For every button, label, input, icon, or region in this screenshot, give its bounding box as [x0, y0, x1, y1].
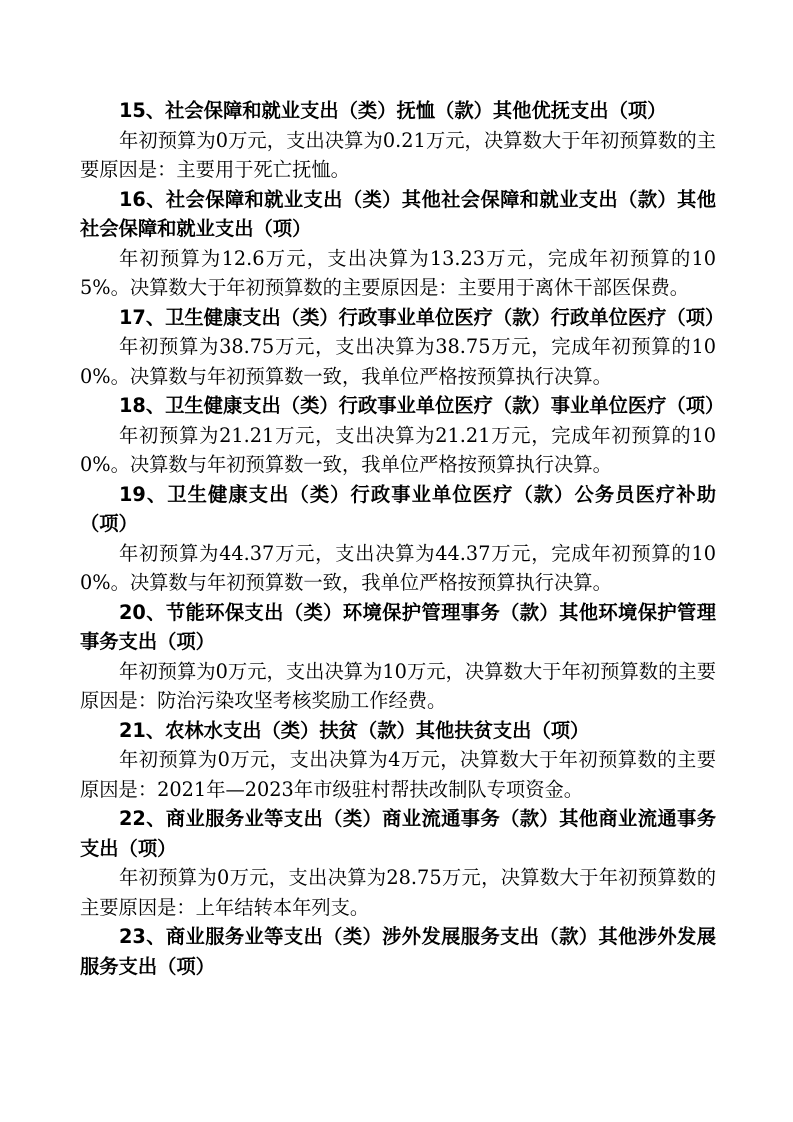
section-18 — [80, 391, 725, 480]
section-paragraph: 年初预算为21.21万元，支出决算为21.21万元，完成年初预算的100%。决算数与年初预算数一致，我单位严格按预算执行决算。 — [80, 423, 716, 476]
section-16 — [80, 185, 716, 303]
section-heading: 20、节能环保支出（类）环境保护管理事务（款）其他环境保护管理事务支出（项） — [80, 600, 716, 653]
section-17 — [80, 303, 725, 392]
section-heading: 17、卫生健康支出（类）行政事业单位医疗（款）行政单位医疗（项） — [119, 305, 725, 329]
section-heading: 19、卫生健康支出（类）行政事业单位医疗（款）公务员医疗补助（项） — [80, 482, 716, 535]
section-paragraph: 年初预算为12.6万元，支出决算为13.23万元，完成年初预算的105%。决算数大于年初预算数的主要原因是：主要用于离休干部医保费。 — [80, 246, 716, 299]
section-heading: 21、农林水支出（类）扶贫（款）其他扶贫支出（项） — [119, 718, 590, 742]
section-19 — [80, 480, 716, 598]
document-body — [80, 96, 725, 981]
section-heading: 23、商业服务业等支出（类）涉外发展服务支出（款）其他涉外发展服务支出（项） — [80, 925, 716, 978]
section-22 — [80, 804, 716, 922]
section-20 — [80, 598, 716, 716]
section-paragraph: 年初预算为0万元，支出决算为4万元，决算数大于年初预算数的主要原因是：2021年—2023年市级驻村帮扶改制队专项资金。 — [80, 748, 716, 801]
section-heading: 18、卫生健康支出（类）行政事业单位医疗（款）事业单位医疗（项） — [119, 394, 725, 417]
section-23 — [80, 922, 716, 981]
section-21 — [80, 716, 716, 805]
section-paragraph: 年初预算为0万元，支出决算为0.21万元，决算数大于年初预算数的主要原因是：主要用于死亡抚恤。 — [80, 128, 716, 181]
section-heading: 15、社会保障和就业支出（类）抚恤（款）其他优抚支出（项） — [119, 99, 667, 122]
section-15 — [80, 96, 716, 185]
section-paragraph: 年初预算为0万元，支出决算为10万元，决算数大于年初预算数的主要原因是：防治污染攻坚考核奖励工作经费。 — [80, 659, 716, 712]
section-paragraph: 年初预算为0万元，支出决算为28.75万元，决算数大于年初预算数的主要原因是：上年结转本年列支。 — [80, 866, 716, 919]
section-heading: 22、商业服务业等支出（类）商业流通事务（款）其他商业流通事务支出（项） — [80, 807, 716, 860]
section-paragraph: 年初预算为38.75万元，支出决算为38.75万元，完成年初预算的100%。决算数与年初预算数一致，我单位严格按预算执行决算。 — [80, 335, 716, 388]
section-paragraph: 年初预算为44.37万元，支出决算为44.37万元，完成年初预算的100%。决算数与年初预算数一致，我单位严格按预算执行决算。 — [80, 541, 716, 594]
section-heading: 16、社会保障和就业支出（类）其他社会保障和就业支出（款）其他社会保障和就业支出（项） — [80, 187, 716, 240]
